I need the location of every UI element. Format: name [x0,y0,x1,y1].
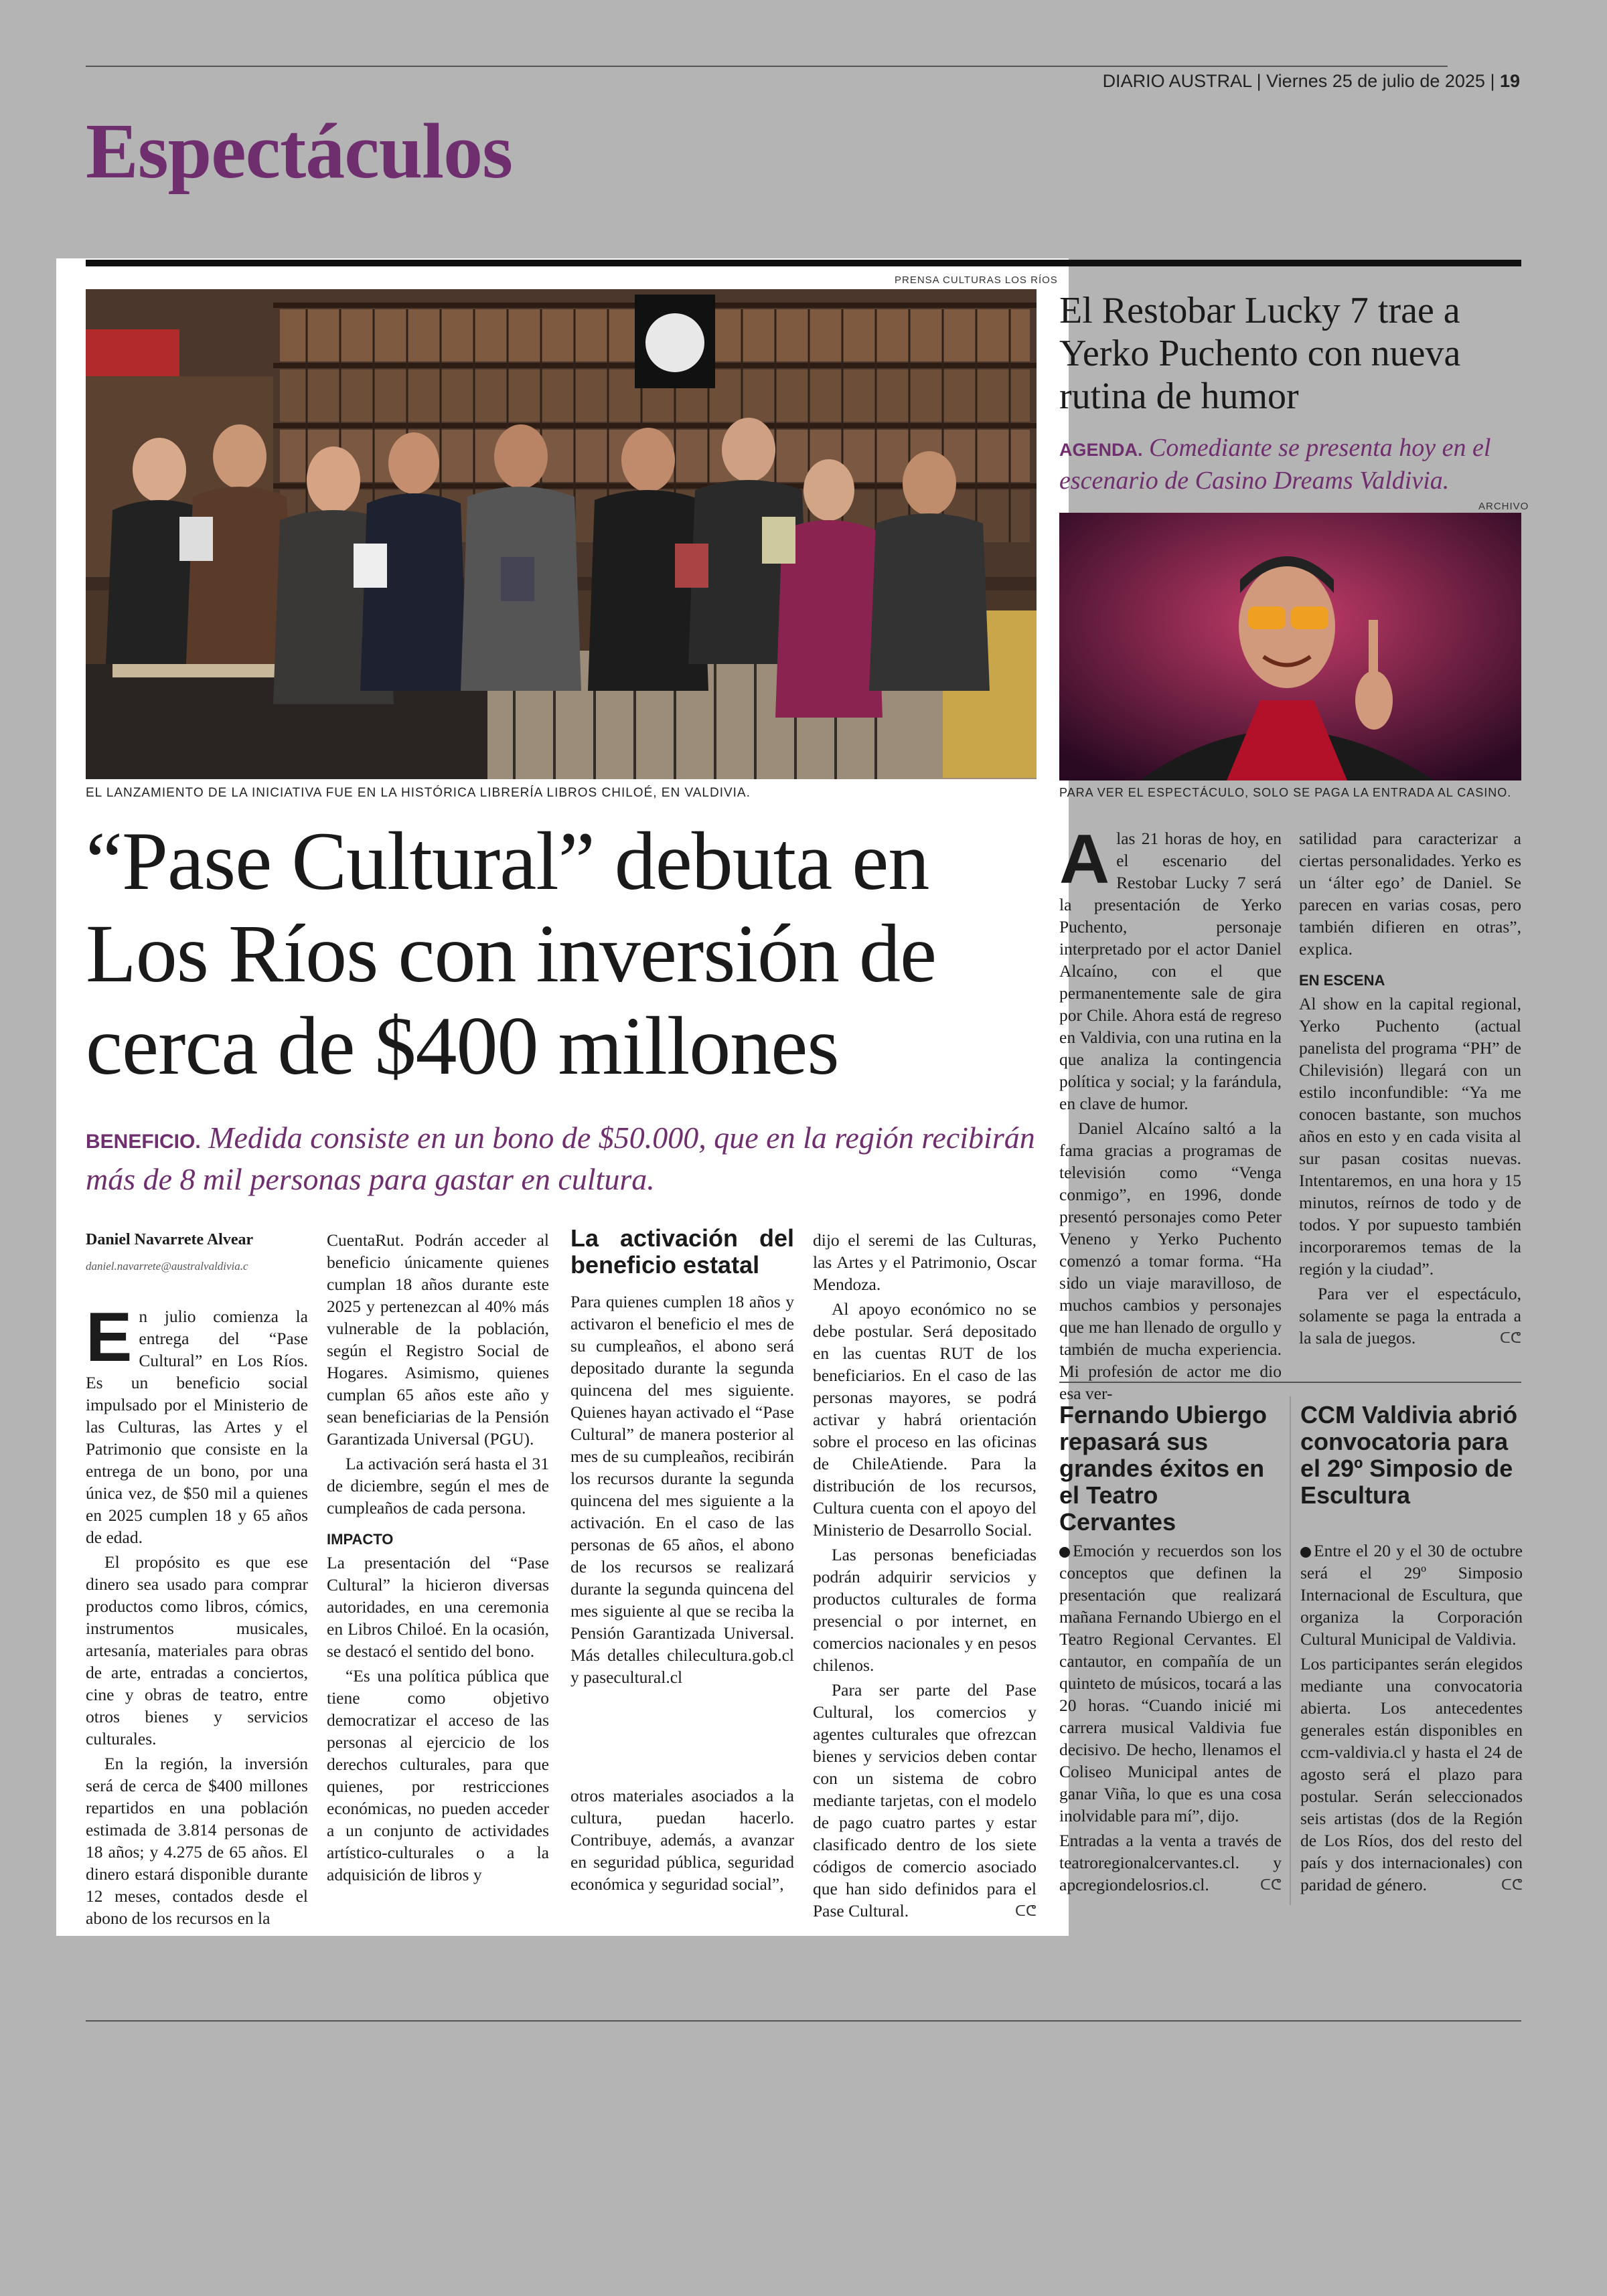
paragraph: La activación será hasta el 31 de diciembre, según el mes de cumpleaños de cada persona. [327,1454,549,1518]
author-email: daniel.navarrete@australvaldivia.c [86,1260,248,1273]
paragraph: En julio comienza la entrega del “Pase Cultural” en Los Ríos. Es un beneficio social impulsado por el Ministerio de las Culturas, las Artes y el Patrimonio que consiste en la entrega de un bono, por una única vez, de $50 mil a quienes en 2025 cumplen 18 y 65 años de edad. [86,1299,308,1547]
article-column-3-continued [570,1785,794,1898]
headline-line-2: Los Ríos con inversión de [86,908,936,999]
article-column-2 [327,1229,549,1888]
story-top-rule [86,260,1521,266]
paragraph: Para ser parte del Pase Cultural, los comercios y agentes culturales que ofrezcan bienes y servicios deben contar con un sistema de cobro mediante tarjetas, con el modelo de pago cuatro partes y estar clasificado dentro de los siete códigos de comercio asociado que han sido definidos para el Pase Cultural. ᑕᕦ [813,1680,1037,1920]
photo-caption: EL LANZAMIENTO DE LA INICIATIVA FUE EN LA HISTÓRICA LIBRERÍA LIBROS CHILOÉ, EN VALDIVIA. [86,786,751,800]
bullet-icon [1059,1547,1070,1558]
infobox-title: La activación del beneficio estatal [570,1224,794,1279]
top-rule [86,66,1448,67]
paragraph: dijo el seremi de las Culturas, las Artes y el Patrimonio, Oscar Mendoza. [813,1230,1037,1294]
paragraph: satilidad para caracterizar a ciertas personalidades. Yerko es un ‘álter ego’ de Daniel. Se parecen en varias cosas, pero también difieren en otras”, explica. [1299,829,1521,959]
side-column-b [1299,827,1521,1351]
paragraph: Entradas a la venta a través de teatroregionalcervantes.cl. y apcregiondelosrios.cl. ᑕᕦ [1059,1831,1282,1894]
article-column-4 [813,1229,1037,1924]
bookstore-photo-illustration [86,289,1037,779]
paragraph: otros materiales asociados a la cultura, puedan hacerlo. Contribuye, además, a avanzar en seguridad pública, seguridad económica y seguridad social”, [570,1786,794,1894]
brief-2-title: CCM Valdivia abrió convocatoria para el 29º Simposio de Escultura [1300,1401,1518,1509]
deck-text: Medida consiste en un bono de $50.000, que en la región recibirán más de 8 mil personas para gastar en cultura. [86,1121,1035,1196]
paragraph: Los participantes serán elegidos mediante una convocatoria abierta. Los antecedentes generales están disponibles en ccm-valdivia.cl y hasta el 24 de agosto será el plazo para postular. Serán seleccionados seis artistas (dos de la Región de Los Ríos, dos del resto del país y dos internacionales) con paridad de género. ᑕᕦ [1300,1654,1523,1894]
paragraph: La presentación del “Pase Cultural” la hicieron diversas autoridades, en una ceremonia en Libros Chiloé. En la ocasión, se destacó el sentido del bono. [327,1553,549,1661]
side-photo-caption: PARA VER EL ESPECTÁCULO, SOLO SE PAGA LA ENTRADA AL CASINO. [1059,786,1512,799]
paragraph: CuentaRut. Podrán acceder al beneficio únicamente quienes cumplan 18 años durante este 2025 y pertenezcan al 40% más vulnerable de la población, según el Registro Social de Hogares. Asimismo, quienes cumplan 65 años este año y sean beneficiarias de la Pensión Garantizada Universal (PGU). [327,1230,549,1449]
end-mark-icon: ᑕᕦ [1259,1876,1282,1893]
side-dropcap: A [1059,821,1110,898]
comedian-photo [1059,513,1521,781]
side-kicker: AGENDA. [1059,440,1143,460]
dropcap: E [86,1299,133,1376]
subhead-impacto: IMPACTO [327,1531,394,1548]
bullet-icon [1300,1547,1311,1558]
article-column-1 [86,1229,308,1932]
paragraph: Al show en la capital regional, Yerko Puchento (actual panelista del programa “PH” de Chilevisión) llegará con un estilo inconfundible: “Ya me conocen bastante, son muchos años en esto y en cada visita al sur pasan cositas nuevas. Intentaremos, en una hora y 15 minutos, reírnos de todo y de todos. Y por supuesto también incorporaremos temas de la región y la ciudad”. [1299,994,1521,1279]
page-number: 19 [1499,71,1520,91]
brief-1-body [1059,1540,1282,1898]
end-mark-icon: ᑕᕦ [1501,1876,1523,1893]
briefs-divider [1290,1396,1291,1905]
headline-line-1: “Pase Cultural” debuta en [86,815,929,907]
photo-credit: PRENSA CULTURAS LOS RÍOS [895,274,1058,286]
bottom-rule [86,2020,1521,2022]
brief-2-body [1300,1540,1523,1898]
paragraph: Emoción y recuerdos son los conceptos que definen la presentación que realizará mañana Fernando Ubiergo en el Teatro Regional Cervantes. El cantautor, en compañía de un quinteto de músicos, tocará a las 20 horas. “Cuando inicié mi carrera musical Valdivia fue decisivo. De hecho, llenamos el Coliseo Municipal antes de ganar Viña, lo que es una cosa inolvidable para mí”, dijo. [1059,1541,1282,1825]
deck-kicker: BENEFICIO. [86,1131,201,1153]
subhead-en-escena: EN ESCENA [1299,972,1385,989]
infobox-text: Para quienes cumplen 18 años y activaron el beneficio el mes de su cumpleaños, el abono será depositado durante la segunda quincena del mes siguiente. Quienes hayan activado el “Pase Cultural” de manera posterior al mes de su cumpleaños, recibirán los recursos durante la segunda quincena del mes siguiente a la activación. En el caso de las personas de 65 años, el abono de los recursos se realizará durante la segunda quincena del mes siguiente al que se reciba la Pensión Garantizada Universal. Más detalles chilecultura.gob.cl y pasecultural.cl [570,1292,794,1687]
comedian-photo-illustration [1059,513,1521,781]
paragraph: Alas 21 horas de hoy, en el escenario del Restobar Lucky 7 será la presentación de Yerko Puchento, personaje interpretado por el actor Daniel Alcaíno, con el que permanentemente sale de gira por Chile. Ahora está de regreso en Valdivia, con una rutina en la que analiza la contingencia política y social; y la farándula, en clave de humor. [1059,821,1282,1113]
brief-1-title: Fernando Ubiergo repasará sus grandes éxitos en el Teatro Cervantes [1059,1401,1268,1536]
paragraph: Para ver el espectáculo, solamente se paga la entrada a la sala de juegos. ᑕᕦ [1299,1284,1521,1347]
publication-name: DIARIO AUSTRAL [1102,71,1252,91]
section-title: Espectáculos [86,107,512,195]
paragraph: Las personas beneficiadas podrán adquirir servicios y productos culturales de forma presencial o por internet, en comercios nacionales y en pesos chilenos. [813,1545,1037,1675]
paragraph: Daniel Alcaíno saltó a la fama gracias a programas de televisión como “Venga conmigo”, en 1996, donde presentó personajes como Peter Veneno y Yerko Puchento comenzó a tomar forma. “Ha sido un viaje maravilloso, de muchos cambios y personajes que me han llenado de orgullo y también de mucha experiencia. Mi profesión de actor me dio esa ver- [1059,1119,1282,1403]
headline-line-3: cerca de $400 millones [86,1000,839,1092]
publication-date: Viernes 25 de julio de 2025 [1266,71,1485,91]
side-headline: El Restobar Lucky 7 trae a Yerko Puchento con nueva rutina de humor [1059,290,1461,417]
side-photo-credit: ARCHIVO [1478,501,1529,512]
end-mark-icon: ᑕᕦ [1499,1329,1521,1346]
paragraph: El propósito es que ese dinero sea usado para comprar productos como libros, cómics, instrumentos musicales, artesanía, materiales para obras de arte, entradas a conciertos, cine y obras de teatro, entre otros bienes y servicios culturales. [86,1552,308,1748]
bookstore-photo [86,289,1037,779]
briefs-top-rule [1059,1382,1521,1383]
page-header-info: DIARIO AUSTRAL | Viernes 25 de julio de 2025 | 19 [1102,71,1520,91]
main-headline [86,815,1050,1092]
main-deck [86,1119,1050,1198]
end-mark-icon: ᑕᕦ [1014,1902,1037,1919]
side-column-a [1059,821,1282,1407]
paragraph: En la región, la inversión será de cerca de $400 millones repartidos en una población estimada de 3.814 personas de 18 años; y 4.275 de 65 años. El dinero estará disponible durante 12 meses, contados desde el abono de los recursos en la [86,1754,308,1928]
side-deck [1059,432,1528,496]
article-column-3 [570,1225,794,1691]
paragraph: Entre el 20 y el 30 de octubre será el 29º Simposio Internacional de Escultura, que organiza la Corporación Cultural Municipal de Valdivia. [1300,1541,1523,1649]
side-deck-text: Comediante se presenta hoy en el escenario de Casino Dreams Valdivia. [1059,434,1491,495]
paragraph: Al apoyo económico no se debe postular. Será depositado en las cuentas RUT de los beneficiarios. En el caso de las personas mayores, se podrá activar y habrá orientación sobre el proceso en las oficinas de ChileAtiende. Para la distribución de los recursos, Cultura cuenta con el apoyo del Ministerio de Desarrollo Social. [813,1299,1037,1540]
byline: Daniel Navarrete Alvear [86,1231,254,1248]
paragraph: “Es una política pública que tiene como objetivo democratizar el acceso de las personas al ejercicio de los derechos culturales, para que quienes, por restricciones económicas, no pueden acceder a un conjunto de actividades artístico-culturales o a la adquisición de libros y [327,1666,549,1884]
